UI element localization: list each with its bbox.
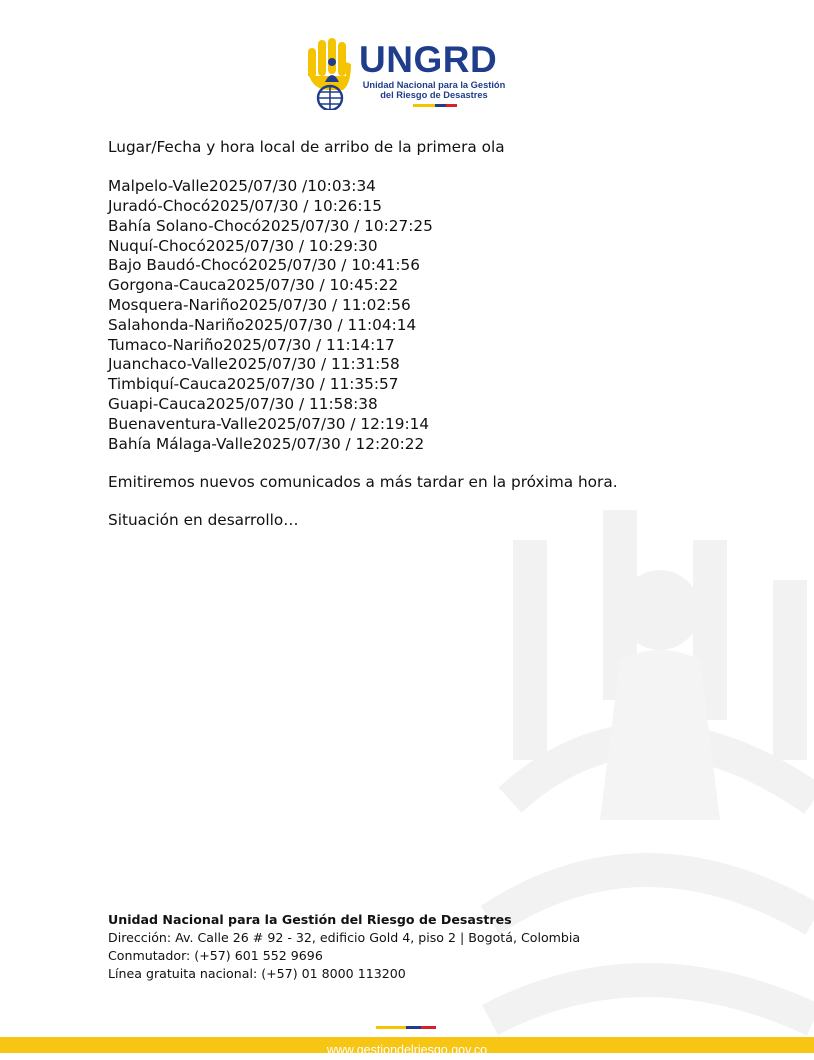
logo-subtitle-line2: del Riesgo de Desastres [380,90,488,100]
arrival-item: Salahonda-Nariño2025/07/30 / 11:04:14 [108,315,417,334]
footer-address: Dirección: Av. Calle 26 # 92 - 32, edificio Gold 4, piso 2 | Bogotá, Colombia [108,930,581,945]
arrival-item: Gorgona-Cauca2025/07/30 / 10:45:22 [108,276,399,295]
next-update-notice: Emitiremos nuevos comunicados a más tardar en la próxima hora. [108,472,618,491]
arrival-item: Tumaco-Nariño2025/07/30 / 11:14:17 [108,335,395,354]
logo-flag-bar [413,104,457,107]
ungrd-logo [305,38,515,114]
arrival-item: Juradó-Chocó2025/07/30 / 10:26:15 [108,197,382,216]
footer-band [0,1037,814,1057]
arrival-item: Buenaventura-Valle2025/07/30 / 12:19:14 [108,414,430,433]
logo-title: UNGRD [359,39,498,80]
arrival-item: Bahía Málaga-Valle2025/07/30 / 12:20:22 [108,434,425,453]
hand-emblem-icon [305,38,355,110]
footer-hotline: Línea gratuita nacional: (+57) 01 8000 113200 [108,966,406,981]
arrivals-heading: Lugar/Fecha y hora local de arribo de la primera ola [108,138,505,156]
footer-org-name: Unidad Nacional para la Gestión del Riesgo de Desastres [108,912,512,927]
arrival-item: Malpelo-Valle2025/07/30 /10:03:34 [108,177,376,196]
footer-flag-bar [376,1026,436,1029]
arrivals-list [108,177,748,454]
logo-subtitle [359,80,509,100]
arrival-item: Guapi-Cauca2025/07/30 / 11:58:38 [108,395,378,414]
arrival-item: Mosquera-Nariño2025/07/30 / 11:02:56 [108,296,411,315]
arrival-item: Bahía Solano-Chocó2025/07/30 / 10:27:25 [108,216,433,235]
arrival-item: Nuquí-Chocó2025/07/30 / 10:29:30 [108,236,378,255]
footer-phone: Conmutador: (+57) 601 552 9696 [108,948,323,963]
arrival-item: Juanchaco-Valle2025/07/30 / 11:31:58 [108,355,400,374]
arrival-item: Timbiquí-Cauca2025/07/30 / 11:35:57 [108,375,399,394]
logo-subtitle-line1: Unidad Nacional para la Gestión [362,80,506,90]
situation-status: Situación en desarrollo… [108,511,299,530]
bulletin-body [108,138,748,531]
website-link[interactable]: www.gestiondelriesgo.gov.co [326,1043,488,1057]
footer-contact [108,911,728,983]
arrival-item: Bajo Baudó-Chocó2025/07/30 / 10:41:56 [108,256,421,275]
